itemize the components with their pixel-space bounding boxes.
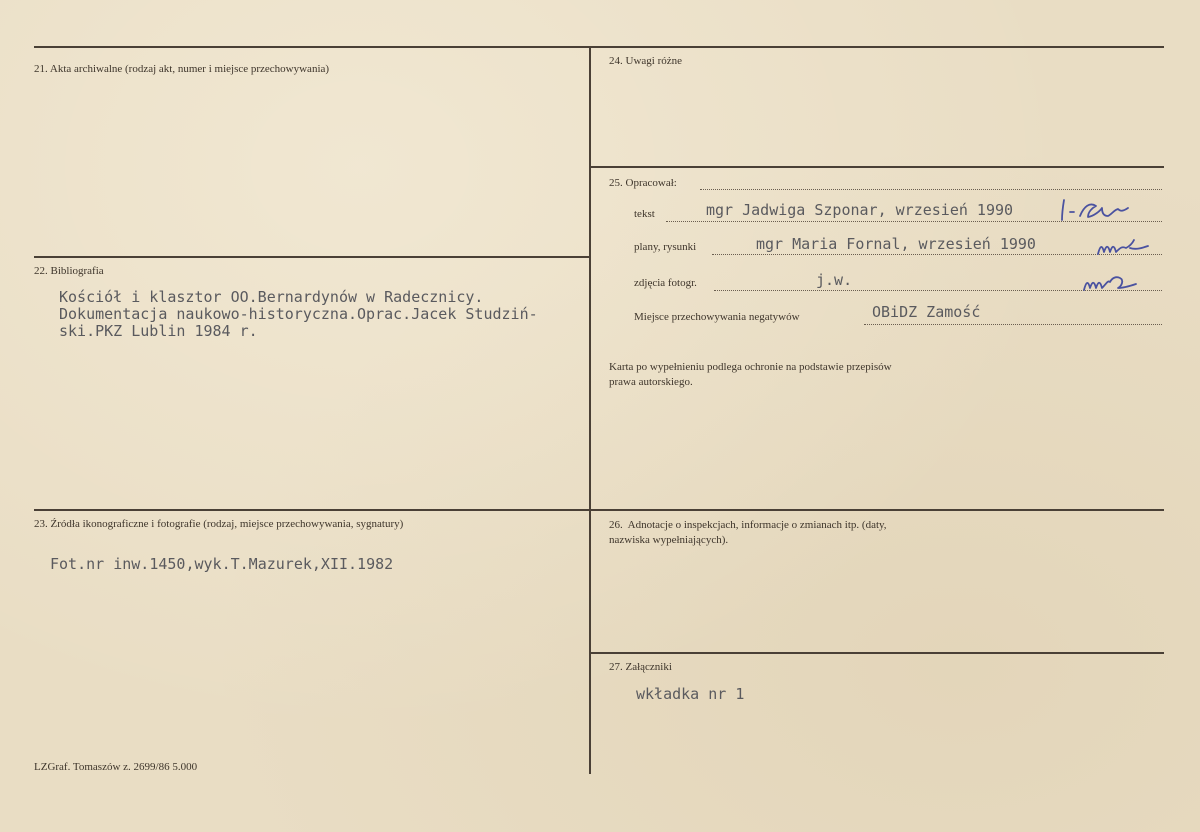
signature-text-stroke xyxy=(1062,200,1128,220)
rule-25-26 xyxy=(590,509,1164,511)
rule-22-23 xyxy=(34,509,590,511)
dotted-rule-storage xyxy=(864,324,1162,325)
row-storage-value: OBiDZ Zamość xyxy=(872,303,981,321)
dotted-rule-plans xyxy=(712,254,1162,255)
signature-text xyxy=(1056,196,1146,226)
row-text-label: tekst xyxy=(634,208,655,220)
section-21-label: 21. Akta archiwalne (rodzaj akt, numer i miejsce przechowywania) xyxy=(34,63,330,75)
rule-21-22 xyxy=(34,256,590,258)
section-22-label: 22. Bibliografia xyxy=(34,265,104,277)
row-photos-value: j.w. xyxy=(816,271,853,289)
row-plans-value: mgr Maria Fornal, wrzesień 1990 xyxy=(756,235,1036,253)
section-23-label: 23. Źródła ikonograficzne i fotografie (rodzaj, miejsce przechowywania, sygnatury) xyxy=(34,518,404,530)
copyright-note: Karta po wypełnieniu podlega ochronie na podstawie przepisów prawa autorskiego. xyxy=(609,361,892,388)
bibliography-line-3: ski.PKZ Lublin 1984 r. xyxy=(59,322,258,340)
top-rule xyxy=(34,46,1164,48)
rule-26-27 xyxy=(590,652,1164,654)
attachments-value: wkładka nr 1 xyxy=(636,685,745,703)
bibliography-line-1: Kościół i klasztor OO.Bernardynów w Radecznicy. xyxy=(59,288,484,306)
rule-24-25 xyxy=(590,166,1164,168)
dotted-rule-header xyxy=(700,189,1162,190)
initials-photos xyxy=(1080,270,1144,296)
printer-imprint: LZGraf. Tomaszów z. 2699/86 5.000 xyxy=(34,761,198,773)
row-photos-label: zdjęcia fotogr. xyxy=(634,277,697,289)
initials-photos-stroke xyxy=(1084,277,1136,290)
iconography-value: Fot.nr inw.1450,wyk.T.Mazurek,XII.1982 xyxy=(50,555,394,573)
bibliography-line-2: Dokumentacja naukowo-historyczna.Oprac.Jacek Studziń- xyxy=(59,305,538,323)
initials-plans-stroke xyxy=(1098,240,1148,254)
section-27-label: 27. Załączniki xyxy=(609,661,672,673)
section-24-label: 24. Uwagi różne xyxy=(609,55,683,67)
row-storage-label: Miejsce przechowywania negatywów xyxy=(634,311,800,323)
row-plans-label: plany, rysunki xyxy=(634,241,697,253)
center-divider xyxy=(589,46,591,774)
section-25-label: 25. Opracował: xyxy=(609,177,677,189)
section-26-label: 26. Adnotacje o inspekcjach, informacje o zmianach itp. (daty, nazwiska wypełniających). xyxy=(609,519,887,546)
initials-plans xyxy=(1096,236,1156,260)
row-text-value: mgr Jadwiga Szponar, wrzesień 1990 xyxy=(706,201,1014,219)
